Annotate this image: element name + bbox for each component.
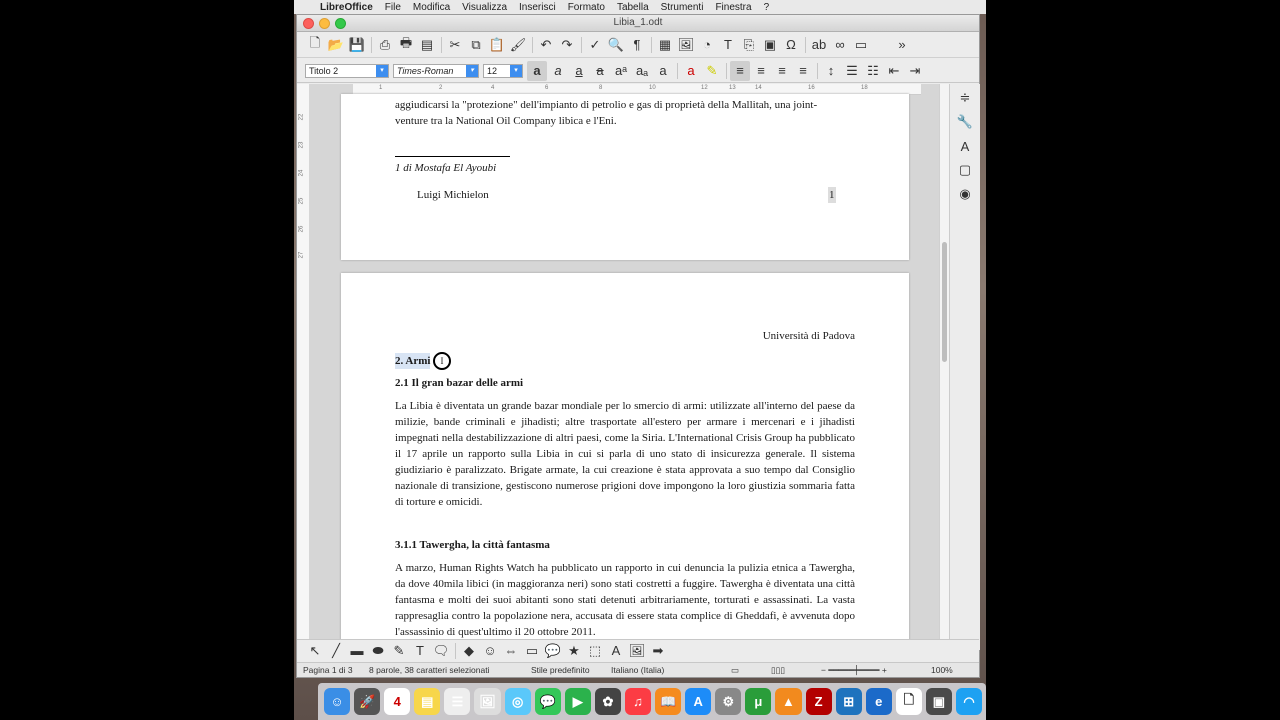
status-page-style[interactable]: Stile predefinito — [531, 665, 590, 675]
toolbar-separator — [441, 37, 442, 53]
bullet-list-icon[interactable]: ☰ — [846, 62, 858, 78]
line-spacing-icon[interactable]: ↕ — [827, 63, 835, 78]
photos-icon[interactable]: ✿ — [595, 688, 621, 715]
vlc-icon[interactable]: ▲ — [775, 688, 801, 715]
page-break-icon[interactable]: ⎘ — [743, 36, 755, 52]
paragraph-style-value: Titolo 2 — [309, 65, 339, 76]
ruler-tick-label: 18 — [861, 85, 868, 91]
numbered-list-icon[interactable]: ☷ — [867, 62, 879, 78]
paragraph-style-select[interactable] — [305, 64, 389, 78]
insert-chart-icon[interactable]: ◔ — [703, 37, 711, 52]
mac-menubar — [294, 0, 986, 14]
status-bar — [297, 662, 979, 677]
toolbar-separator — [581, 37, 582, 53]
preview-icon[interactable]: 🖼 — [474, 688, 500, 715]
internet-explorer-icon[interactable]: e — [866, 688, 892, 715]
ruler-tick-label: 14 — [755, 85, 762, 91]
cut-icon[interactable]: ✂ — [449, 36, 461, 52]
ruler-tick-label: 6 — [545, 85, 549, 91]
menu-file[interactable]: File — [384, 1, 401, 13]
footnote-divider — [395, 156, 510, 157]
launchpad-icon[interactable]: 🚀 — [354, 688, 380, 715]
insert-image-icon[interactable]: 🖼 — [677, 36, 695, 52]
paste-icon[interactable]: 📋 — [488, 36, 506, 52]
ruler-tick-label: 2 — [439, 85, 443, 91]
itunes-icon[interactable]: ♫ — [625, 688, 651, 715]
page1-text-line2: venture tra la National Oil Company libica e l'Eni. — [395, 115, 617, 127]
open-folder-icon[interactable]: 📂 — [327, 36, 345, 52]
shadow-icon[interactable]: a — [659, 63, 667, 78]
highlight-icon[interactable]: ✎ — [706, 62, 718, 78]
mac-dock — [318, 683, 986, 720]
document-page-1[interactable] — [341, 94, 909, 260]
chevron-down-icon[interactable]: ▾ — [376, 65, 388, 77]
insert-field-icon[interactable]: ▣ — [763, 36, 777, 52]
gallery-icon[interactable]: ▢ — [958, 162, 972, 177]
extrusion-icon[interactable]: ➡ — [652, 642, 664, 658]
ruler-tick-label: 13 — [729, 85, 736, 91]
new-document-icon[interactable]: 🗋 — [309, 34, 321, 50]
undo-icon[interactable]: ↶ — [540, 36, 552, 52]
toolbar-separator — [455, 643, 456, 659]
writer-window — [296, 14, 980, 678]
ruler-tick-label: 4 — [491, 85, 495, 91]
insert-table-icon[interactable]: ▦ — [658, 36, 672, 52]
finder-icon[interactable]: ☺ — [324, 688, 350, 715]
document-canvas[interactable] — [309, 84, 939, 650]
rectangle-icon[interactable]: ▬ — [350, 643, 364, 658]
footer-page-number: 1 — [829, 189, 835, 201]
menu-strumenti[interactable]: Strumenti — [660, 1, 704, 13]
safari-icon[interactable]: ◎ — [505, 688, 531, 715]
subscript-icon[interactable]: aₐ — [635, 63, 649, 78]
strikethrough-icon[interactable]: a — [596, 63, 604, 78]
ruler-tick-label: 12 — [701, 85, 708, 91]
heading-gran-bazar: 2.1 Il gran bazar delle armi — [395, 377, 524, 389]
image-icon[interactable]: 🖼 — [628, 642, 646, 658]
superscript-icon[interactable]: aᵃ — [614, 63, 628, 78]
notes-icon[interactable]: ▤ — [414, 688, 440, 715]
font-name-select[interactable] — [393, 64, 479, 78]
toolbar-separator — [677, 63, 678, 79]
print-preview-icon[interactable]: ▤ — [420, 36, 434, 52]
block-arrows-icon[interactable]: ⇔ — [504, 643, 518, 658]
ruler-tick-label: 27 — [298, 251, 305, 259]
ruler-tick-label: 24 — [298, 169, 305, 177]
align-left-icon[interactable]: ≡ — [730, 61, 750, 81]
paragraph-2: A marzo, Human Rights Watch ha pubblicato un rapporto in cui denuncia la pulizia etnica a Tawergha, da dove 40mila libici (in maggioranza neri) sono stati costretti a fuggire. Tawergha è diventata una città fantasma e molti dei suoi abitanti sono stati detenuti arbitrariamente, torturati e assassinati. La vasta rappresaglia contro la popolazione nera, accusata di essere stata complice di Gheddafi, è avvenuta dopo l'assassinio di quest'ultimo il 20 ottobre 2011. — [395, 562, 855, 638]
toolbar-separator — [805, 37, 806, 53]
utorrent-icon[interactable]: μ — [745, 688, 771, 715]
messages-icon[interactable]: 💬 — [535, 688, 561, 715]
status-page-count[interactable]: Pagina 1 di 3 — [303, 665, 353, 675]
menu-inserisci[interactable]: Inserisci — [519, 1, 556, 13]
redo-icon[interactable]: ↷ — [561, 36, 573, 52]
status-language[interactable]: Italiano (Italia) — [611, 665, 665, 675]
left-letterbox — [0, 0, 294, 720]
select-arrow-icon[interactable]: ↖ — [309, 642, 321, 658]
menu-formato[interactable]: Formato — [567, 1, 605, 13]
sidebar-deck — [949, 84, 980, 650]
text-icon[interactable]: T — [416, 643, 424, 658]
insert-comment-icon[interactable]: ▭ — [854, 36, 868, 52]
zoom-slider[interactable]: − ━━━━━┿━━━━ + — [821, 664, 887, 675]
system-preferences-icon[interactable]: ⚙ — [715, 688, 741, 715]
status-modified-icon: ▭ — [731, 664, 740, 675]
navigator-icon[interactable]: ◉ — [959, 186, 971, 201]
standard-toolbar — [297, 32, 979, 58]
points-icon[interactable]: ⬚ — [588, 642, 602, 658]
copy-icon[interactable]: ⧉ — [471, 36, 481, 52]
print-icon[interactable]: 🖶 — [399, 34, 413, 50]
ruler-tick-label: 16 — [808, 85, 815, 91]
toolbar-separator — [817, 63, 818, 79]
align-center-icon[interactable]: ≡ — [757, 63, 765, 78]
sidebar-menu-icon[interactable]: ≑ — [959, 90, 971, 105]
window-title: Libia_1.odt — [613, 17, 663, 28]
facetime-icon[interactable]: ▶ — [565, 688, 591, 715]
title-bar[interactable] — [297, 15, 979, 32]
font-name-value: Times-Roman — [397, 65, 454, 76]
menu-help[interactable]: ? — [763, 1, 770, 13]
ellipse-icon[interactable]: ⬬ — [372, 642, 384, 658]
paragraph-1: La Libia è diventata un grande bazar mondiale per lo smercio di armi: utilizzate all'interno del paese da milizie, bande criminali e jihadisti; altre trasportate all'estero per armare i mercenari e i jihadisti impegnati nella destabilizzazione di altri paesi, come la Siria. L'International Crisis Group ha pubblicato il 17 aprile un rapporto sulla Libia in cui si parla di uno stato di insicurezza generale. Il sistema giudiziario è paralizzato. Brigate armate, la cui creazione è stata approvata a suo tempo dal Consiglio nazionale di transizione, gestiscono numerose prigioni dove impongono la loro giustizia sommaria fatta di torture e omicidi. — [395, 400, 855, 508]
scrollbar-thumb[interactable] — [942, 242, 947, 362]
ruler-tick-label: 23 — [298, 141, 305, 149]
save-icon[interactable]: 💾 — [348, 36, 366, 52]
ruler-tick-label: 26 — [298, 225, 305, 233]
footnote-text: 1 di Mostafa El Ayoubi — [395, 162, 497, 174]
ruler-tick-label: 25 — [298, 197, 305, 205]
ibooks-icon[interactable]: 📖 — [655, 688, 681, 715]
insert-textbox-icon[interactable]: T — [724, 37, 732, 52]
status-word-count[interactable]: 8 parole, 38 caratteri selezionati — [369, 665, 490, 675]
stars-icon[interactable]: ★ — [568, 642, 580, 658]
basic-shapes-icon[interactable]: ◆ — [464, 642, 474, 658]
export-pdf-icon[interactable]: ⎙ — [379, 36, 391, 52]
underline-icon[interactable]: a — [575, 63, 583, 78]
menu-visualizza[interactable]: Visualizza — [462, 1, 508, 13]
wifi-icon[interactable]: ◠ — [956, 688, 982, 715]
bold-icon[interactable]: a — [527, 61, 547, 81]
line-icon[interactable]: ╱ — [332, 642, 340, 658]
footer-author: Luigi Michielon — [417, 189, 489, 201]
screen-recorder-icon[interactable]: ▣ — [926, 688, 952, 715]
document-icon[interactable]: 🗋 — [896, 688, 922, 715]
menu-tabella[interactable]: Tabella — [616, 1, 649, 13]
font-size-select[interactable] — [483, 64, 523, 78]
chevron-down-icon[interactable]: ▾ — [466, 65, 478, 77]
insert-fontwork-icon[interactable]: ab — [811, 37, 827, 52]
right-letterbox — [986, 0, 1280, 720]
windows-icon[interactable]: ⊞ — [836, 688, 862, 715]
menu-modifica[interactable]: Modifica — [412, 1, 451, 13]
ruler-tick-label: 22 — [298, 113, 305, 121]
increase-indent-icon[interactable]: ⇥ — [909, 62, 921, 78]
reminders-icon[interactable]: ☰ — [444, 688, 470, 715]
heading-tawergha: 3.1.1 Tawergha, la città fantasma — [395, 539, 550, 551]
toolbar-separator — [726, 63, 727, 79]
status-zoom[interactable]: 100% — [931, 665, 953, 675]
freeform-icon[interactable]: ✎ — [393, 642, 405, 658]
app-store-icon[interactable]: A — [685, 688, 711, 715]
menu-finestra[interactable]: Finestra — [715, 1, 752, 13]
toolbar-separator — [651, 37, 652, 53]
ruler-tick-label: 1 — [379, 85, 383, 91]
chevron-down-icon[interactable]: ▾ — [510, 65, 522, 77]
hyperlink-icon[interactable]: ∞ — [835, 37, 845, 52]
font-size-value: 12 — [487, 65, 498, 76]
document-page-2[interactable] — [341, 273, 909, 650]
decrease-indent-icon[interactable]: ⇤ — [888, 62, 900, 78]
italic-icon[interactable]: a — [554, 63, 562, 78]
filezilla-icon[interactable]: Z — [806, 688, 832, 715]
properties-icon[interactable]: 🔧 — [956, 114, 974, 129]
page1-text-line1: aggiudicarsi la "protezione" dell'impianto di petrolio e gas di proprietà della Mallitah, una joint- — [395, 99, 818, 111]
calendar-icon[interactable]: 4 — [384, 688, 410, 715]
heading-armi[interactable]: 2. Armi — [395, 355, 431, 367]
clone-formatting-icon[interactable]: 🖌 — [509, 36, 527, 52]
drawing-toolbar — [297, 639, 979, 661]
align-right-icon[interactable]: ≡ — [778, 63, 786, 78]
toolbar-separator — [371, 37, 372, 53]
spellcheck-icon[interactable]: ✓ — [589, 36, 601, 52]
special-character-icon[interactable]: Ω — [786, 37, 796, 52]
styles-icon[interactable]: A — [960, 138, 970, 154]
callout-icon[interactable]: 🗨 — [432, 642, 450, 658]
fontwork-gallery-icon[interactable]: A — [611, 643, 621, 658]
toolbar-overflow-icon[interactable]: » — [898, 37, 906, 52]
view-layout-icon[interactable]: ▯▯▯ — [771, 664, 786, 675]
formatting-toolbar — [297, 59, 979, 83]
menu-app-name[interactable]: LibreOffice — [320, 1, 373, 13]
formatting-marks-icon[interactable]: ¶ — [633, 37, 641, 52]
justify-icon[interactable]: ≡ — [799, 63, 807, 78]
symbol-shapes-icon[interactable]: ☺ — [483, 643, 497, 658]
font-color-icon[interactable]: a — [687, 63, 695, 78]
find-replace-icon[interactable]: 🔍 — [607, 36, 625, 52]
toolbar-separator — [532, 37, 533, 53]
text-cursor-icon: I — [433, 352, 451, 370]
flowchart-icon[interactable]: ▭ — [525, 642, 539, 658]
ruler-tick-label: 8 — [599, 85, 603, 91]
ruler-tick-label: 10 — [649, 85, 656, 91]
page-header-text: Università di Padova — [762, 330, 855, 342]
callouts-icon[interactable]: 💬 — [544, 642, 562, 658]
